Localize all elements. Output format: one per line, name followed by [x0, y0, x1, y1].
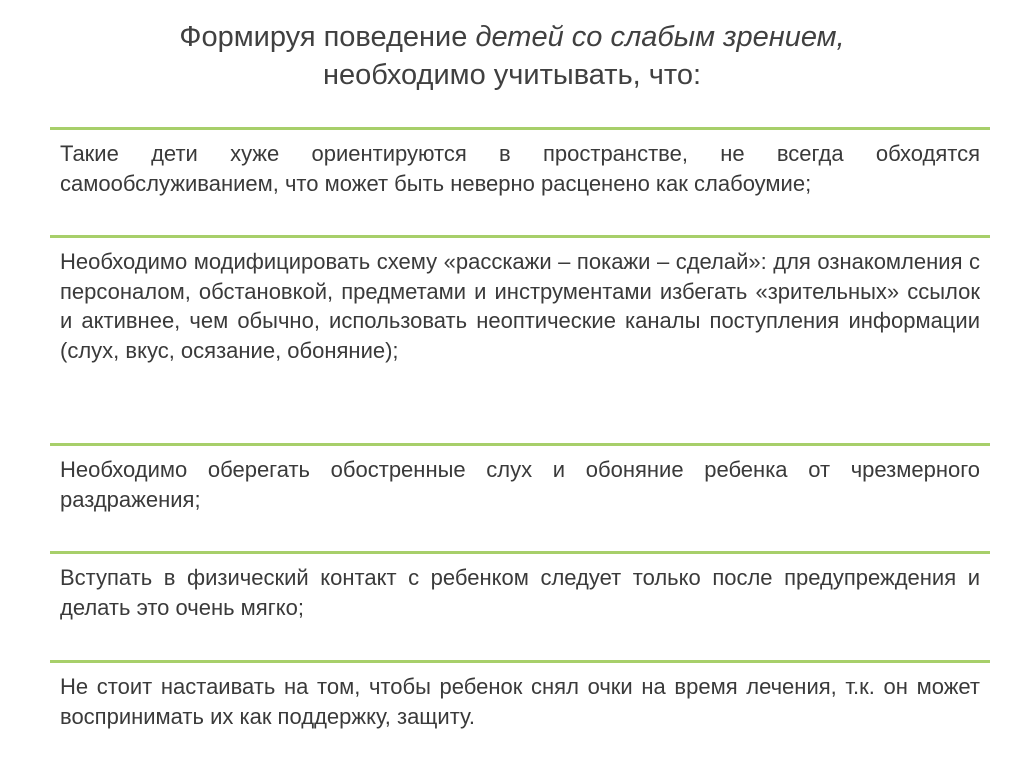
- title-line-1: [0, 18, 1024, 56]
- list-item: Вступать в физический контакт с ребенком следует только после предупреждения и делать это очень мягко;: [60, 565, 980, 620]
- list-item: Необходимо модифицировать схему «расскажи – покажи – сделай»: для ознакомления с персоналом, обстановкой, предметами и инструментами избегать «зрительных» ссылок и активнее, чем обычно, использовать неоптические каналы поступления информации (слух, вкус, осязание, обоняние);: [60, 249, 980, 363]
- title-part-regular: Формируя поведение: [179, 21, 476, 53]
- content-list: [50, 127, 990, 753]
- slide-title: [0, 18, 1024, 94]
- list-item: Не стоит настаивать на том, чтобы ребенок снял очки на время лечения, т.к. он может воспринимать их как поддержку, защиту.: [60, 674, 980, 729]
- list-item: Необходимо оберегать обостренные слух и обоняние ребенка от чрезмерного раздражения;: [60, 457, 980, 512]
- list-item: Такие дети хуже ориентируются в пространстве, не всегда обходятся самообслуживанием, что может быть неверно расценено как слабоумие;: [60, 141, 980, 196]
- title-line-2: необходимо учитывать, что:: [322, 59, 702, 91]
- title-part-italic: детей со слабым зрением,: [475, 21, 845, 53]
